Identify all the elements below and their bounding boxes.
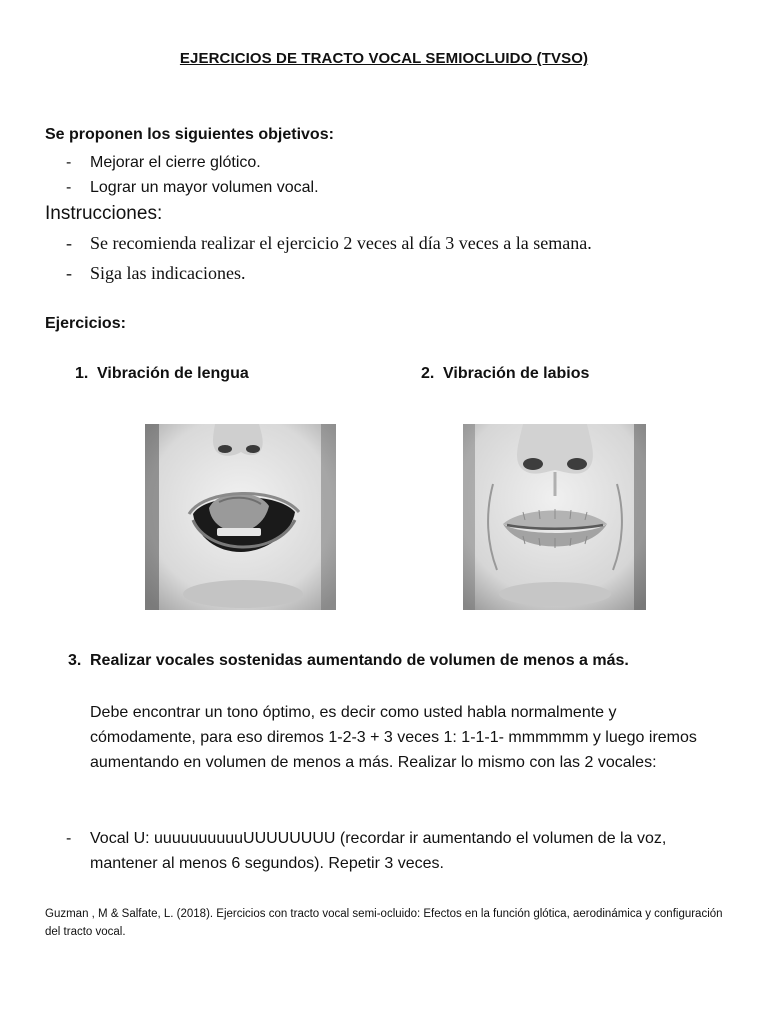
- exercise-number: 3.: [68, 652, 82, 669]
- exercise-3-description: Debe encontrar un tono óptimo, es decir como usted habla normalmente y cómodamente, para eso diremos 1-2-3 + 3 veces 1: 1-1-1- mmmmmm y luego iremos aumentando en volumen de menos a más. Realizar lo mismo con las 2 vocales:: [90, 704, 697, 771]
- objective-item: - Lograr un mayor volumen vocal.: [66, 175, 319, 200]
- tongue-vibration-photo: [145, 424, 336, 610]
- objectives-heading: Se proponen los siguientes objetivos:: [45, 126, 334, 143]
- reference-citation: Guzman , M & Salfate, L. (2018). Ejercicios con tracto vocal semi-ocluido: Efectos en la función glótica, aerodinámica y configuración del tracto vocal.: [45, 908, 723, 938]
- exercise-3-title: [68, 652, 629, 670]
- exercise-number: 1.: [75, 365, 89, 382]
- vocal-item: - Vocal U: uuuuuuuuuuUUUUUUUU (recordar ir aumentando el volumen de la voz, mantener al menos 6 segundos). Repetir 3 veces.: [66, 826, 726, 876]
- exercise-number: 2.: [421, 365, 435, 382]
- exercise-label: Realizar vocales sostenidas aumentando de volumen de menos a más.: [90, 652, 629, 669]
- instructions-heading: Instrucciones:: [45, 203, 163, 224]
- exercises-heading: Ejercicios:: [45, 315, 126, 332]
- exercise-label: Vibración de lengua: [97, 365, 249, 382]
- instructions-list: [66, 228, 592, 288]
- instruction-item: - Se recomienda realizar el ejercicio 2 veces al día 3 veces a la semana.: [66, 228, 592, 258]
- objectives-list: [66, 150, 319, 200]
- vocal-list: [66, 826, 726, 876]
- document-title: EJERCICIOS DE TRACTO VOCAL SEMIOCLUIDO (TVSO): [179, 50, 589, 67]
- instruction-item: - Siga las indicaciones.: [66, 258, 592, 288]
- exercise-label: Vibración de labios: [443, 365, 590, 382]
- lip-vibration-photo: [463, 424, 646, 610]
- exercise-1-title: [75, 365, 249, 383]
- objective-item: - Mejorar el cierre glótico.: [66, 150, 319, 175]
- exercise-2-title: [421, 365, 589, 383]
